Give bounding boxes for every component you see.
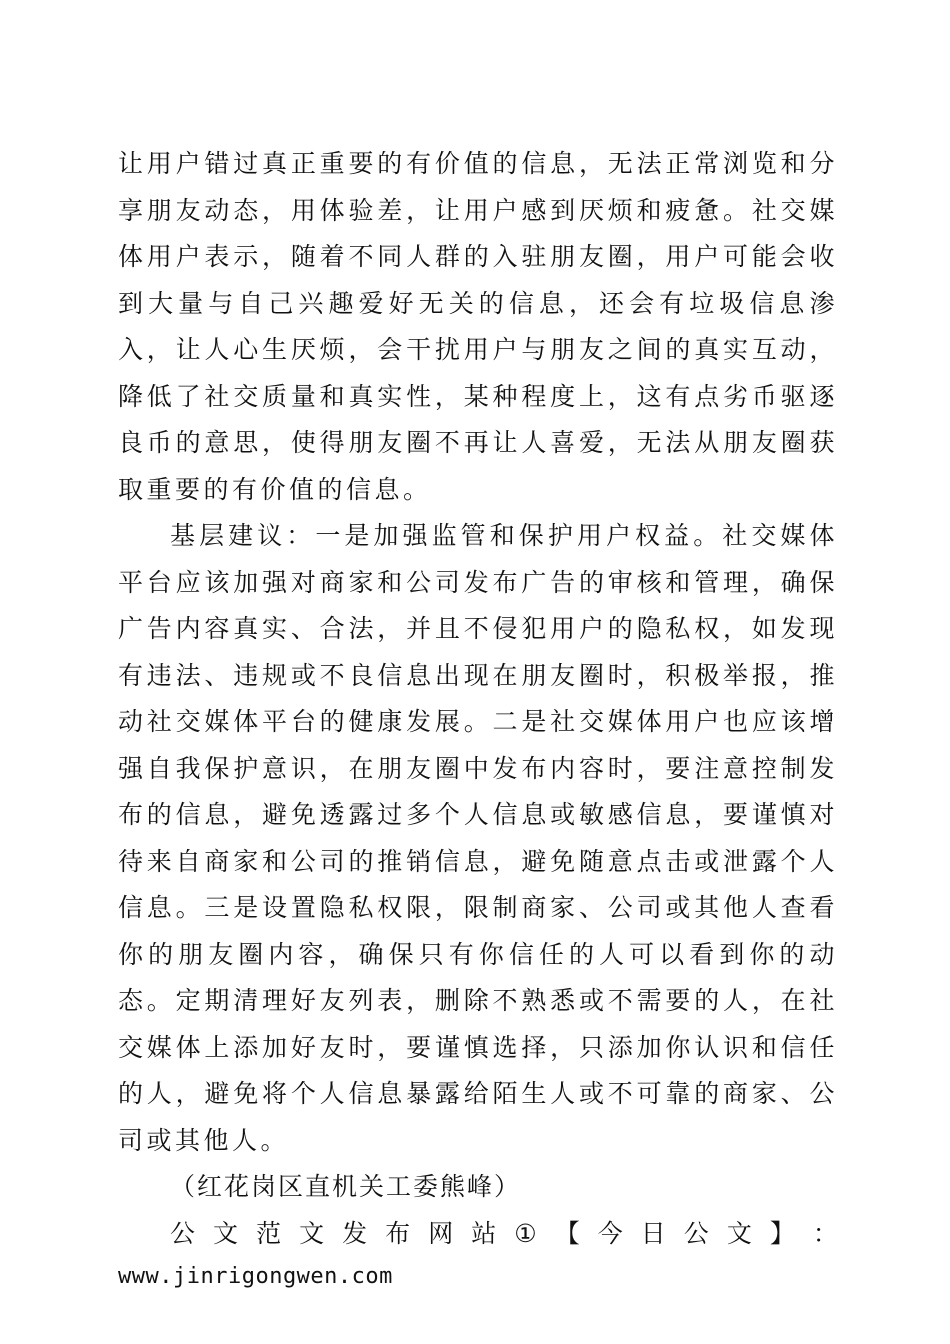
source-char: 范: [256, 1218, 282, 1248]
source-char: 布: [385, 1218, 411, 1248]
source-line: [118, 1211, 838, 1258]
source-char: 网: [428, 1218, 454, 1248]
source-char: 文: [213, 1218, 239, 1248]
source-char: 文: [299, 1218, 325, 1248]
source-char: 【: [554, 1218, 580, 1248]
source-char: 日: [640, 1218, 666, 1248]
document-page: [118, 141, 838, 1297]
source-char: ：: [812, 1218, 838, 1248]
source-char: 文: [726, 1218, 752, 1248]
source-char: 公: [170, 1218, 196, 1248]
source-char: ①: [514, 1218, 537, 1248]
body-paragraph-1: 让用户错过真正重要的有价值的信息，无法正常浏览和分享朋友动态，用体验差，让用户感到厌烦和疲惫。社交媒体用户表示，随着不同人群的入驻朋友圈，用户可能会收到大量与自己兴趣爱好无关的信息，还会有垃圾信息渗入，让人心生厌烦，会干扰用户与朋友之间的真实互动，降低了社交质量和真实性，某种程度上，这有点劣币驱逐良币的意思，使得朋友圈不再让人喜爱，无法从朋友圈获取重要的有价值的信息。: [118, 149, 838, 504]
source-url[interactable]: www.jinrigongwen.com: [118, 1264, 393, 1289]
source-char: 今: [597, 1218, 623, 1248]
author-line: （红花岗区直机关工委熊峰）: [170, 1172, 522, 1201]
source-char: 】: [769, 1218, 795, 1248]
source-char: 发: [342, 1218, 368, 1248]
source-char: 公: [683, 1218, 709, 1248]
source-char: 站: [471, 1218, 497, 1248]
body-paragraph-2: 基层建议：一是加强监管和保护用户权益。社交媒体平台应该加强对商家和公司发布广告的审核和管理，确保广告内容真实、合法，并且不侵犯用户的隐私权，如发现有违法、违规或不良信息出现在朋友圈时，积极举报，推动社交媒体平台的健康发展。二是社交媒体用户也应该增强自我保护意识，在朋友圈中发布内容时，要注意控制发布的信息，避免透露过多个人信息或敏感信息，要谨慎对待来自商家和公司的推销信息，避免随意点击或泄露个人信息。三是设置隐私权限，限制商家、公司或其他人查看你的朋友圈内容，确保只有你信任的人可以看到你的动态。定期清理好友列表，删除不熟悉或不需要的人，在社交媒体上添加好友时，要谨慎选择，只添加你认识和信任的人，避免将个人信息暴露给陌生人或不可靠的商家、公司或其他人。: [118, 521, 838, 1155]
